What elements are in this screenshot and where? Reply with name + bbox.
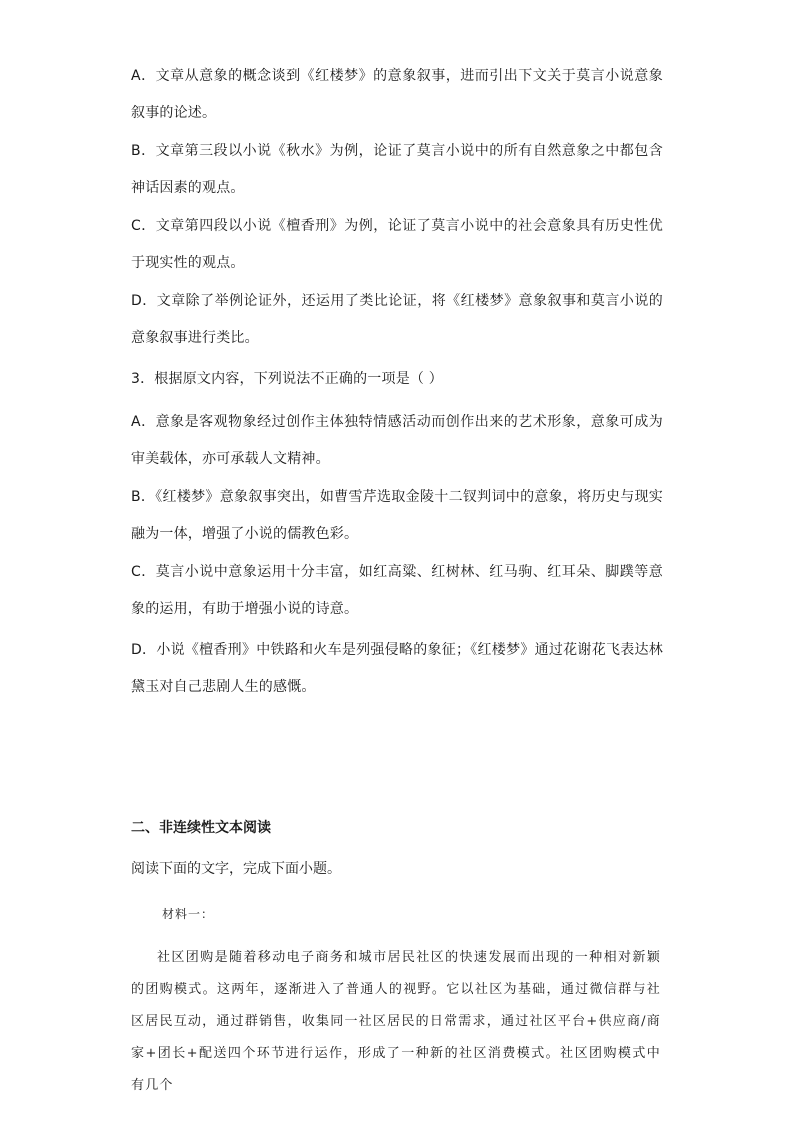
option-d-q3: D．小说《檀香刑》中铁路和火车是列强侵略的象征；《红楼梦》通过花谢花飞表达林黛玉对自己悲剧人生的感慨。 [131,642,663,695]
question-3-stem: 3．根据原文内容，下列说法不正确的一项是（ ） [131,371,443,387]
option-d-q2: D．文章除了举例论证外，还运用了类比论证，将《红楼梦》意象叙事和莫言小说的意象叙事进行类比。 [131,293,663,346]
option-c-q2: C．文章第四段以小说《檀香刑》为例，论证了莫言小说中的社会意象具有历史性优于现实性的观点。 [131,218,663,271]
reading-instruction: 阅读下面的文字，完成下面小题。 [131,861,341,877]
option-a-q2: A．文章从意象的概念谈到《红楼梦》的意象叙事，进而引出下文关于莫言小说意象叙事的论述。 [131,68,663,121]
option-b-q2: B．文章第三段以小说《秋水》为例，论证了莫言小说中的所有自然意象之中都包含神话因素的观点。 [131,143,663,196]
material-body: 社区团购是随着移动电子商务和城市居民社区的快速发展而出现的一种相对新颖的团购模式。这两年，逐渐进入了普通人的视野。它以社区为基础，通过微信群与社区居民互动，通过群销售，收集同一社区居民的日常需求，通过社区平台+供应商/商家+团长+配送四个环节进行运作，形成了一种新的社区消费模式。社区团购模式中有几个 [131,950,661,1093]
option-c-q3: C．莫言小说中意象运用十分丰富，如红高粱、红树林、红马驹、红耳朵、脚蹼等意象的运用，有助于增强小说的诗意。 [131,564,663,617]
option-b-q3: B．《红楼梦》意象叙事突出，如曹雪芹选取金陵十二钗判词中的意象，将历史与现实融为一体，增强了小说的儒教色彩。 [131,489,663,542]
material-label: 材料一： [162,907,215,921]
section-heading: 二、非连续性文本阅读 [131,820,271,836]
option-a-q3: A．意象是客观物象经过创作主体独特情感活动而创作出来的艺术形象，意象可成为审美载体，亦可承载人文精神。 [131,414,663,467]
